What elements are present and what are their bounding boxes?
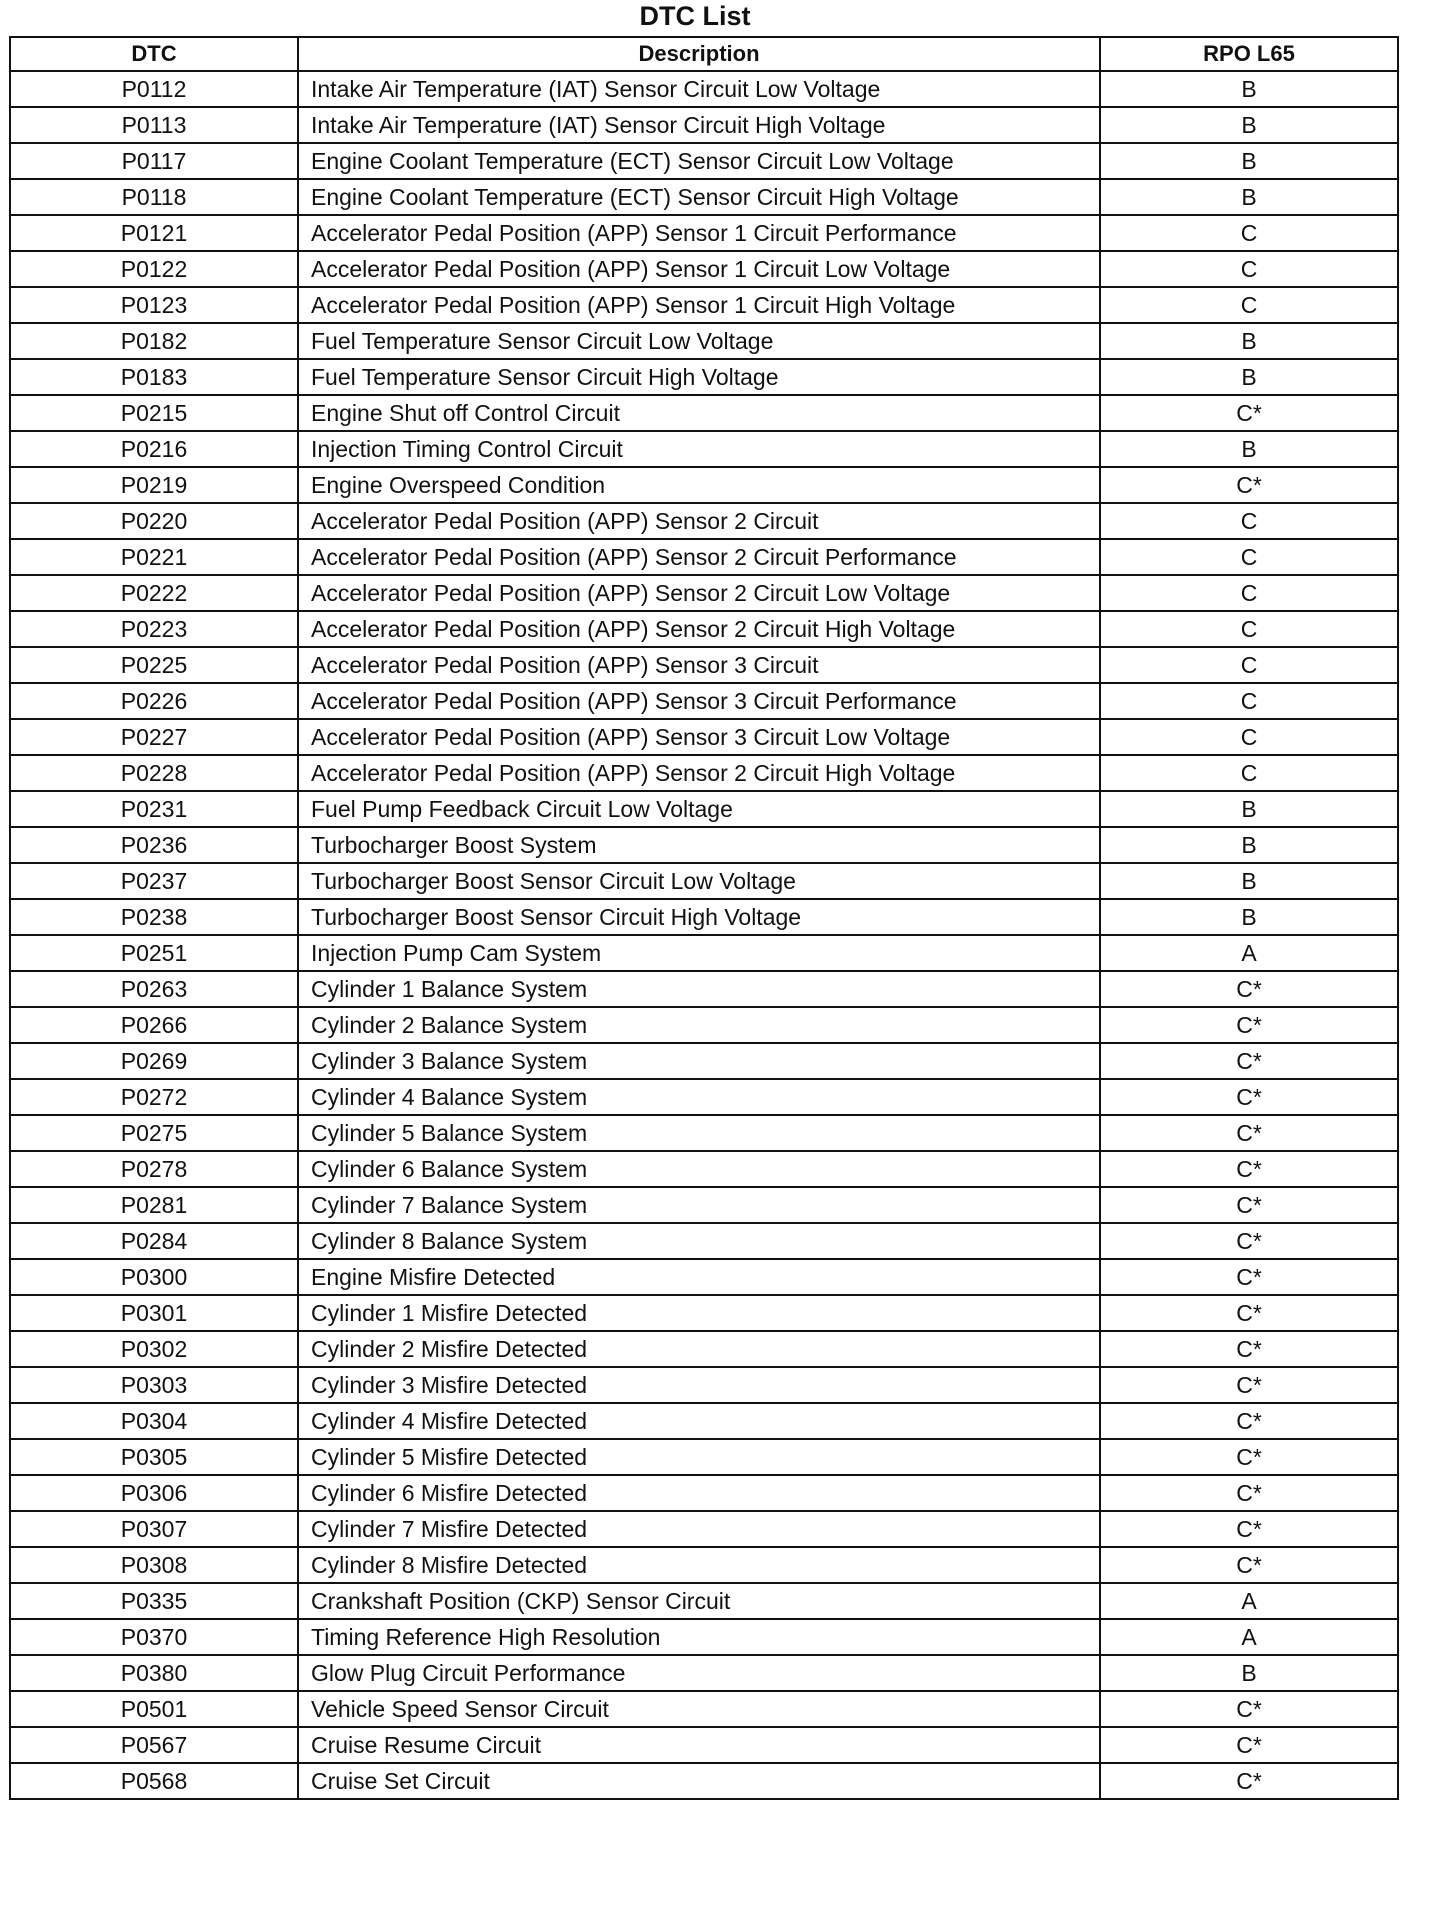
rpo-code: A xyxy=(1100,1583,1398,1619)
rpo-code: C xyxy=(1100,503,1398,539)
rpo-code: C* xyxy=(1100,1007,1398,1043)
dtc-code: P0302 xyxy=(10,1331,298,1367)
table-row xyxy=(10,647,1398,683)
dtc-description: Intake Air Temperature (IAT) Sensor Circuit High Voltage xyxy=(298,107,1100,143)
dtc-description: Cylinder 5 Balance System xyxy=(298,1115,1100,1151)
rpo-code: C xyxy=(1100,539,1398,575)
rpo-code: C* xyxy=(1100,1223,1398,1259)
dtc-description: Accelerator Pedal Position (APP) Sensor 2 Circuit Low Voltage xyxy=(298,575,1100,611)
table-row xyxy=(10,143,1398,179)
dtc-code: P0300 xyxy=(10,1259,298,1295)
table-row xyxy=(10,611,1398,647)
dtc-code: P0221 xyxy=(10,539,298,575)
table-row xyxy=(10,1115,1398,1151)
rpo-code: C* xyxy=(1100,1043,1398,1079)
dtc-description: Cylinder 4 Misfire Detected xyxy=(298,1403,1100,1439)
dtc-description: Accelerator Pedal Position (APP) Sensor 2 Circuit High Voltage xyxy=(298,755,1100,791)
rpo-code: C* xyxy=(1100,1115,1398,1151)
table-row xyxy=(10,791,1398,827)
rpo-code: C* xyxy=(1100,1367,1398,1403)
dtc-code: P0501 xyxy=(10,1691,298,1727)
rpo-code: C xyxy=(1100,575,1398,611)
dtc-description: Accelerator Pedal Position (APP) Sensor 3 Circuit Low Voltage xyxy=(298,719,1100,755)
dtc-description: Cylinder 2 Misfire Detected xyxy=(298,1331,1100,1367)
rpo-code: C* xyxy=(1100,971,1398,1007)
rpo-code: C* xyxy=(1100,1295,1398,1331)
dtc-code: P0281 xyxy=(10,1187,298,1223)
table-row xyxy=(10,1259,1398,1295)
column-header-rpo: RPO L65 xyxy=(1100,37,1398,71)
table-row xyxy=(10,1331,1398,1367)
table-row xyxy=(10,539,1398,575)
column-header-description: Description xyxy=(298,37,1100,71)
dtc-code: P0380 xyxy=(10,1655,298,1691)
dtc-description: Fuel Pump Feedback Circuit Low Voltage xyxy=(298,791,1100,827)
table-row xyxy=(10,899,1398,935)
rpo-code: B xyxy=(1100,431,1398,467)
dtc-code: P0121 xyxy=(10,215,298,251)
dtc-code: P0220 xyxy=(10,503,298,539)
dtc-code: P0118 xyxy=(10,179,298,215)
rpo-code: A xyxy=(1100,1619,1398,1655)
table-row xyxy=(10,971,1398,1007)
dtc-description: Fuel Temperature Sensor Circuit Low Voltage xyxy=(298,323,1100,359)
dtc-code: P0122 xyxy=(10,251,298,287)
dtc-code: P0304 xyxy=(10,1403,298,1439)
rpo-code: C* xyxy=(1100,1547,1398,1583)
header-row xyxy=(10,37,1398,71)
dtc-code: P0225 xyxy=(10,647,298,683)
rpo-code: C xyxy=(1100,683,1398,719)
dtc-description: Accelerator Pedal Position (APP) Sensor 1 Circuit Low Voltage xyxy=(298,251,1100,287)
dtc-code: P0223 xyxy=(10,611,298,647)
table-row xyxy=(10,1727,1398,1763)
table-row xyxy=(10,1007,1398,1043)
rpo-code: B xyxy=(1100,791,1398,827)
dtc-code: P0236 xyxy=(10,827,298,863)
dtc-description: Cylinder 1 Misfire Detected xyxy=(298,1295,1100,1331)
rpo-code: C* xyxy=(1100,1511,1398,1547)
dtc-description: Fuel Temperature Sensor Circuit High Voltage xyxy=(298,359,1100,395)
rpo-code: B xyxy=(1100,1655,1398,1691)
table-row xyxy=(10,1367,1398,1403)
table-row xyxy=(10,755,1398,791)
table-row xyxy=(10,1223,1398,1259)
dtc-code: P0308 xyxy=(10,1547,298,1583)
dtc-code: P0306 xyxy=(10,1475,298,1511)
table-row xyxy=(10,215,1398,251)
table-row xyxy=(10,1295,1398,1331)
rpo-code: B xyxy=(1100,827,1398,863)
table-row xyxy=(10,1187,1398,1223)
dtc-code: P0216 xyxy=(10,431,298,467)
rpo-code: C xyxy=(1100,755,1398,791)
table-row xyxy=(10,1619,1398,1655)
dtc-description: Turbocharger Boost System xyxy=(298,827,1100,863)
dtc-description: Cylinder 6 Misfire Detected xyxy=(298,1475,1100,1511)
dtc-description: Accelerator Pedal Position (APP) Sensor 1 Circuit Performance xyxy=(298,215,1100,251)
dtc-code: P0182 xyxy=(10,323,298,359)
rpo-code: C xyxy=(1100,215,1398,251)
dtc-description: Engine Misfire Detected xyxy=(298,1259,1100,1295)
page-title: DTC List xyxy=(639,1,751,31)
dtc-description: Engine Shut off Control Circuit xyxy=(298,395,1100,431)
table-row xyxy=(10,827,1398,863)
table-row xyxy=(10,1151,1398,1187)
table-row xyxy=(10,503,1398,539)
dtc-description: Accelerator Pedal Position (APP) Sensor 1 Circuit High Voltage xyxy=(298,287,1100,323)
dtc-code: P0251 xyxy=(10,935,298,971)
dtc-code: P0227 xyxy=(10,719,298,755)
rpo-code: B xyxy=(1100,71,1398,107)
table-row xyxy=(10,71,1398,107)
rpo-code: B xyxy=(1100,179,1398,215)
dtc-code: P0215 xyxy=(10,395,298,431)
table-row xyxy=(10,1691,1398,1727)
dtc-code: P0183 xyxy=(10,359,298,395)
rpo-code: B xyxy=(1100,323,1398,359)
dtc-description: Engine Overspeed Condition xyxy=(298,467,1100,503)
dtc-description: Turbocharger Boost Sensor Circuit High Voltage xyxy=(298,899,1100,935)
dtc-description: Engine Coolant Temperature (ECT) Sensor Circuit High Voltage xyxy=(298,179,1100,215)
rpo-code: C* xyxy=(1100,1439,1398,1475)
table-row xyxy=(10,1439,1398,1475)
table-row xyxy=(10,395,1398,431)
table-row xyxy=(10,359,1398,395)
dtc-description: Injection Pump Cam System xyxy=(298,935,1100,971)
table-header xyxy=(10,37,1398,71)
table-row xyxy=(10,1583,1398,1619)
dtc-description: Cylinder 4 Balance System xyxy=(298,1079,1100,1115)
dtc-code: P0112 xyxy=(10,71,298,107)
rpo-code: C* xyxy=(1100,1331,1398,1367)
table-row xyxy=(10,1511,1398,1547)
dtc-code: P0335 xyxy=(10,1583,298,1619)
dtc-code: P0275 xyxy=(10,1115,298,1151)
table-row xyxy=(10,1547,1398,1583)
rpo-code: C xyxy=(1100,287,1398,323)
table-row xyxy=(10,1079,1398,1115)
rpo-code: C* xyxy=(1100,1475,1398,1511)
dtc-code: P0284 xyxy=(10,1223,298,1259)
dtc-code: P0272 xyxy=(10,1079,298,1115)
rpo-code: C* xyxy=(1100,1079,1398,1115)
table-row xyxy=(10,179,1398,215)
rpo-code: C* xyxy=(1100,1151,1398,1187)
dtc-code: P0568 xyxy=(10,1763,298,1799)
dtc-description: Accelerator Pedal Position (APP) Sensor 2 Circuit Performance xyxy=(298,539,1100,575)
dtc-code: P0269 xyxy=(10,1043,298,1079)
table-row xyxy=(10,323,1398,359)
rpo-code: C* xyxy=(1100,1763,1398,1799)
rpo-code: C* xyxy=(1100,1187,1398,1223)
table-row xyxy=(10,431,1398,467)
dtc-code: P0301 xyxy=(10,1295,298,1331)
dtc-description: Cylinder 3 Balance System xyxy=(298,1043,1100,1079)
dtc-description: Engine Coolant Temperature (ECT) Sensor Circuit Low Voltage xyxy=(298,143,1100,179)
dtc-code: P0113 xyxy=(10,107,298,143)
dtc-code: P0237 xyxy=(10,863,298,899)
dtc-description: Accelerator Pedal Position (APP) Sensor 2 Circuit High Voltage xyxy=(298,611,1100,647)
table-row xyxy=(10,1403,1398,1439)
dtc-description: Cylinder 3 Misfire Detected xyxy=(298,1367,1100,1403)
dtc-code: P0226 xyxy=(10,683,298,719)
rpo-code: B xyxy=(1100,863,1398,899)
dtc-description: Accelerator Pedal Position (APP) Sensor 3 Circuit xyxy=(298,647,1100,683)
rpo-code: C xyxy=(1100,719,1398,755)
dtc-description: Cylinder 1 Balance System xyxy=(298,971,1100,1007)
table-row xyxy=(10,287,1398,323)
table-row xyxy=(10,1475,1398,1511)
table-row xyxy=(10,467,1398,503)
rpo-code: C* xyxy=(1100,1691,1398,1727)
table-row xyxy=(10,107,1398,143)
dtc-code: P0303 xyxy=(10,1367,298,1403)
table-row xyxy=(10,251,1398,287)
rpo-code: B xyxy=(1100,899,1398,935)
dtc-code: P0228 xyxy=(10,755,298,791)
rpo-code: C xyxy=(1100,251,1398,287)
dtc-description: Cylinder 2 Balance System xyxy=(298,1007,1100,1043)
rpo-code: B xyxy=(1100,107,1398,143)
table-row xyxy=(10,683,1398,719)
dtc-description: Vehicle Speed Sensor Circuit xyxy=(298,1691,1100,1727)
dtc-description: Intake Air Temperature (IAT) Sensor Circuit Low Voltage xyxy=(298,71,1100,107)
dtc-description: Accelerator Pedal Position (APP) Sensor 3 Circuit Performance xyxy=(298,683,1100,719)
dtc-code: P0305 xyxy=(10,1439,298,1475)
rpo-code: C xyxy=(1100,647,1398,683)
column-header-dtc: DTC xyxy=(10,37,298,71)
dtc-code: P0231 xyxy=(10,791,298,827)
rpo-code: C* xyxy=(1100,395,1398,431)
rpo-code: B xyxy=(1100,359,1398,395)
dtc-code: P0238 xyxy=(10,899,298,935)
table-row xyxy=(10,575,1398,611)
dtc-code: P0123 xyxy=(10,287,298,323)
dtc-code: P0219 xyxy=(10,467,298,503)
table-row xyxy=(10,935,1398,971)
dtc-code: P0266 xyxy=(10,1007,298,1043)
rpo-code: C* xyxy=(1100,1727,1398,1763)
dtc-description: Turbocharger Boost Sensor Circuit Low Voltage xyxy=(298,863,1100,899)
dtc-description: Cruise Resume Circuit xyxy=(298,1727,1100,1763)
dtc-code: P0567 xyxy=(10,1727,298,1763)
dtc-table xyxy=(9,36,1399,1800)
table-body xyxy=(10,71,1398,1799)
dtc-description: Cylinder 7 Balance System xyxy=(298,1187,1100,1223)
dtc-description: Glow Plug Circuit Performance xyxy=(298,1655,1100,1691)
dtc-code: P0278 xyxy=(10,1151,298,1187)
dtc-description: Timing Reference High Resolution xyxy=(298,1619,1100,1655)
dtc-description: Injection Timing Control Circuit xyxy=(298,431,1100,467)
rpo-code: B xyxy=(1100,143,1398,179)
rpo-code: A xyxy=(1100,935,1398,971)
rpo-code: C xyxy=(1100,611,1398,647)
dtc-description: Cruise Set Circuit xyxy=(298,1763,1100,1799)
dtc-description: Cylinder 8 Balance System xyxy=(298,1223,1100,1259)
dtc-code: P0222 xyxy=(10,575,298,611)
dtc-code: P0117 xyxy=(10,143,298,179)
rpo-code: C* xyxy=(1100,1403,1398,1439)
table-row xyxy=(10,1763,1398,1799)
dtc-description: Cylinder 8 Misfire Detected xyxy=(298,1547,1100,1583)
table-row xyxy=(10,863,1398,899)
dtc-code: P0370 xyxy=(10,1619,298,1655)
dtc-code: P0307 xyxy=(10,1511,298,1547)
table-row xyxy=(10,1043,1398,1079)
rpo-code: C* xyxy=(1100,1259,1398,1295)
dtc-code: P0263 xyxy=(10,971,298,1007)
rpo-code: C* xyxy=(1100,467,1398,503)
table-row xyxy=(10,719,1398,755)
dtc-description: Accelerator Pedal Position (APP) Sensor 2 Circuit xyxy=(298,503,1100,539)
dtc-description: Cylinder 7 Misfire Detected xyxy=(298,1511,1100,1547)
dtc-description: Cylinder 6 Balance System xyxy=(298,1151,1100,1187)
dtc-description: Cylinder 5 Misfire Detected xyxy=(298,1439,1100,1475)
dtc-description: Crankshaft Position (CKP) Sensor Circuit xyxy=(298,1583,1100,1619)
table-row xyxy=(10,1655,1398,1691)
